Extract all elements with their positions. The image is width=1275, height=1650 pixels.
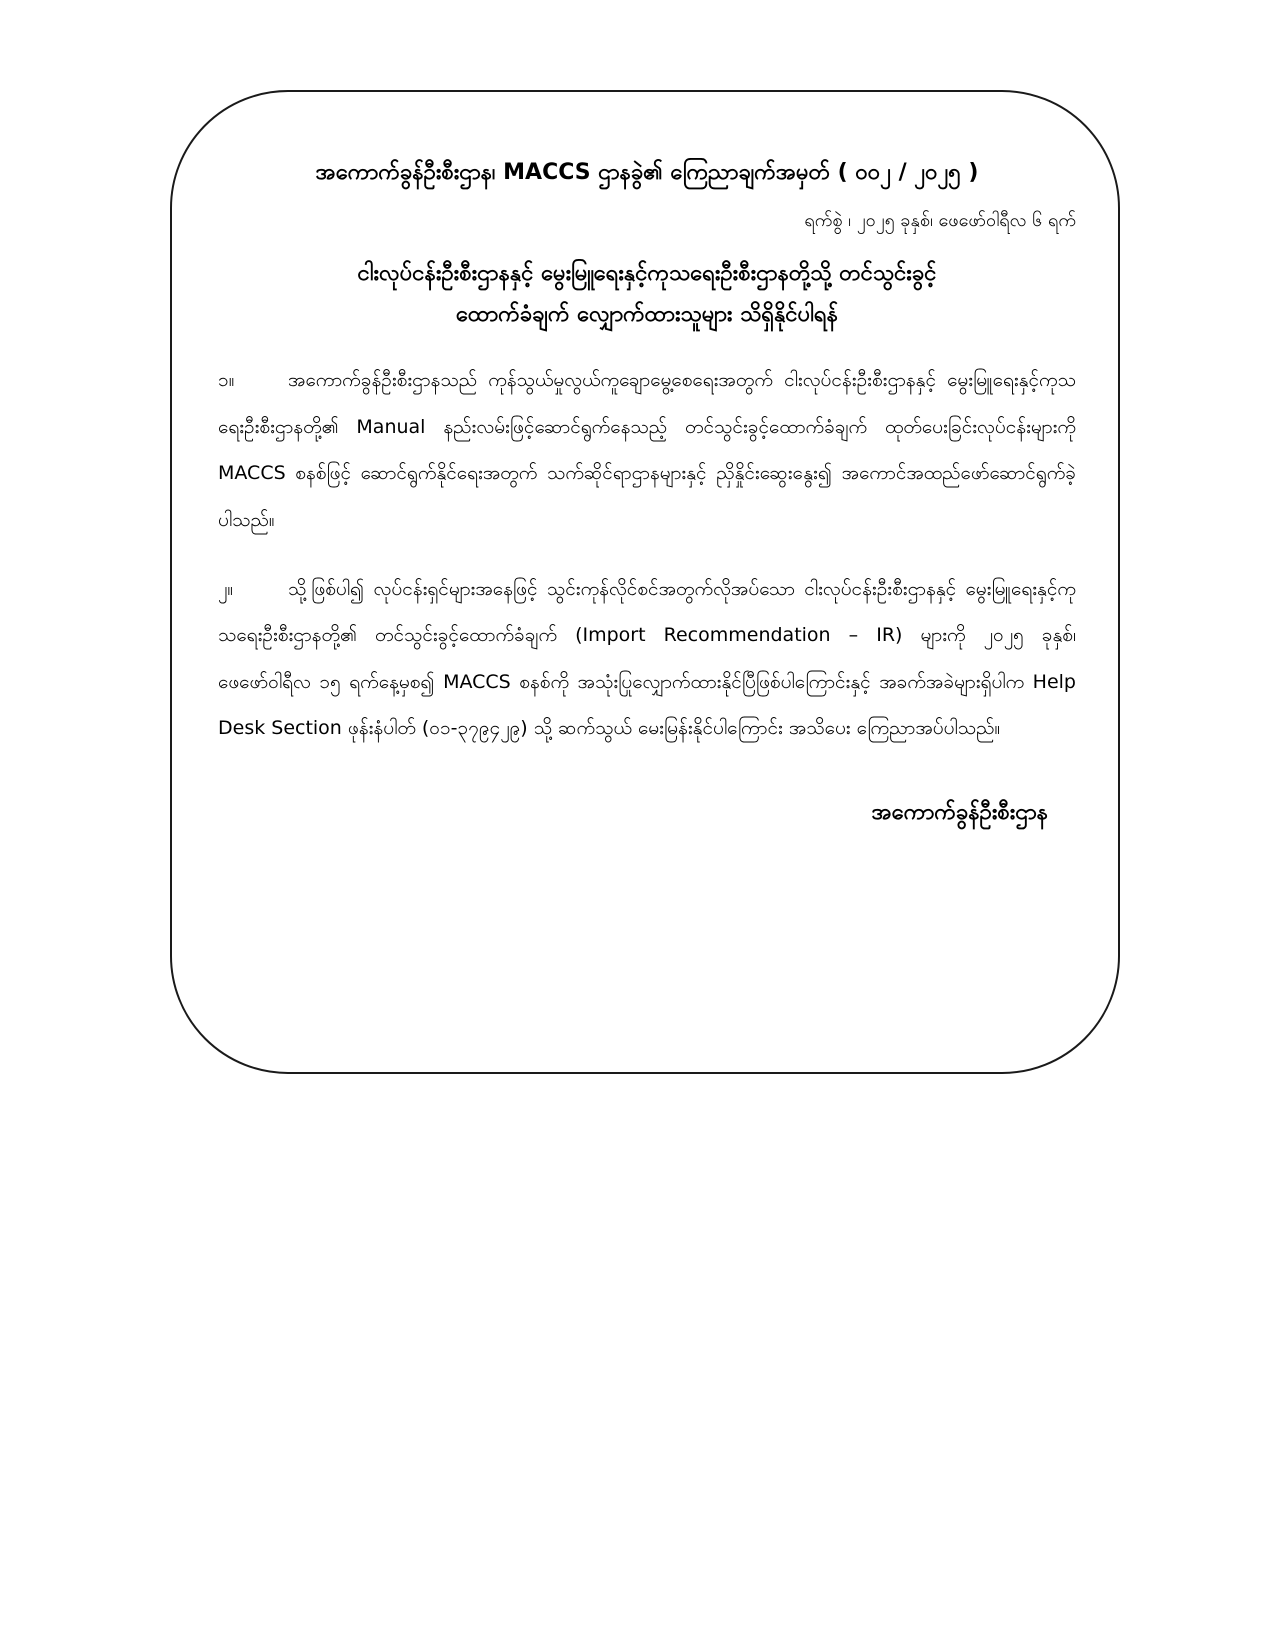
notice-content — [218, 140, 1076, 829]
notice-date: ရက်စွဲ ၊ ၂၀၂၅ ခုနှစ်၊ ဖေဖော်ဝါရီလ ၆ ရက် — [804, 210, 1076, 231]
paragraph-text: အကောက်ခွန်ဦးစီးဌာနသည် ကုန်သွယ်မှုလွယ်ကူချောမွေ့စေရေးအတွက် ငါးလုပ်ငန်းဦးစီးဌာနနှင့် မွေးမြူရေးနှင့်ကုသရေးဦးစီးဌာနတို့၏ Manual နည်းလမ်းဖြင့်ဆောင်ရွက်နေသည့် တင်သွင်းခွင့်ထောက်ခံချက် ထုတ်ပေးခြင်းလုပ်ငန်းများကို MACCS စနစ်ဖြင့် ဆောင်ရွက်နိုင်ရေးအတွက် သက်ဆိုင်ရာဌာနများနှင့် ညှိနှိုင်းဆွေးနွေး၍ အကောင်အထည်ဖော်ဆောင်ရွက်ခဲ့ပါသည်။ — [218, 369, 1076, 532]
paragraph-number: ၂။ — [218, 577, 234, 600]
subject-line-2: ထောက်ခံချက် လျှောက်ထားသူများ သိရှိနိုင်ပါရန် — [455, 301, 839, 327]
notice-header: အကောက်ခွန်ဦးစီးဌာန၊ MACCS ဌာနခွဲ၏ ကြေညာချက်အမှတ် ( ၀၀၂ / ၂၀၂၅ ) — [315, 160, 979, 185]
notice-subject — [218, 254, 1076, 335]
paragraph-1 — [218, 357, 1076, 543]
signature: အကောက်ခွန်ဦးစီးဌာန — [871, 799, 1048, 825]
paragraph-text: သို့ဖြစ်ပါ၍ လုပ်ငန်းရှင်များအနေဖြင့် သွင်းကုန်လိုင်စင်အတွက်လိုအပ်သော ငါးလုပ်ငန်းဦးစီးဌာနနှင့် မွေးမြူရေးနှင့်ကုသရေးဦးစီးဌာနတို့၏ တင်သွင်းခွင့်ထောက်ခံချက် (Import Recommendation – IR) များကို ၂၀၂၅ ခုနှစ်၊ ဖေဖော်ဝါရီလ ၁၅ ရက်နေ့မှစ၍ MACCS စနစ်ကို အသုံးပြုလျှောက်ထားနိုင်ပြီဖြစ်ပါကြောင်းနှင့် အခက်အခဲများရှိပါက Help Desk Section ဖုန်းနံပါတ် (၀၁-၃၇၉၄၂၉) သို့ ဆက်သွယ် မေးမြန်းနိုင်ပါကြောင်း အသိပေး ကြေညာအပ်ပါသည်။ — [218, 577, 1076, 740]
paragraph-2 — [218, 566, 1076, 752]
subject-line-1: ငါးလုပ်ငန်းဦးစီးဌာနနှင့် မွေးမြူရေးနှင့်ကုသရေးဦးစီးဌာနတို့သို့ တင်သွင်းခွင့် — [357, 261, 937, 286]
paragraph-number: ၁။ — [218, 369, 235, 392]
